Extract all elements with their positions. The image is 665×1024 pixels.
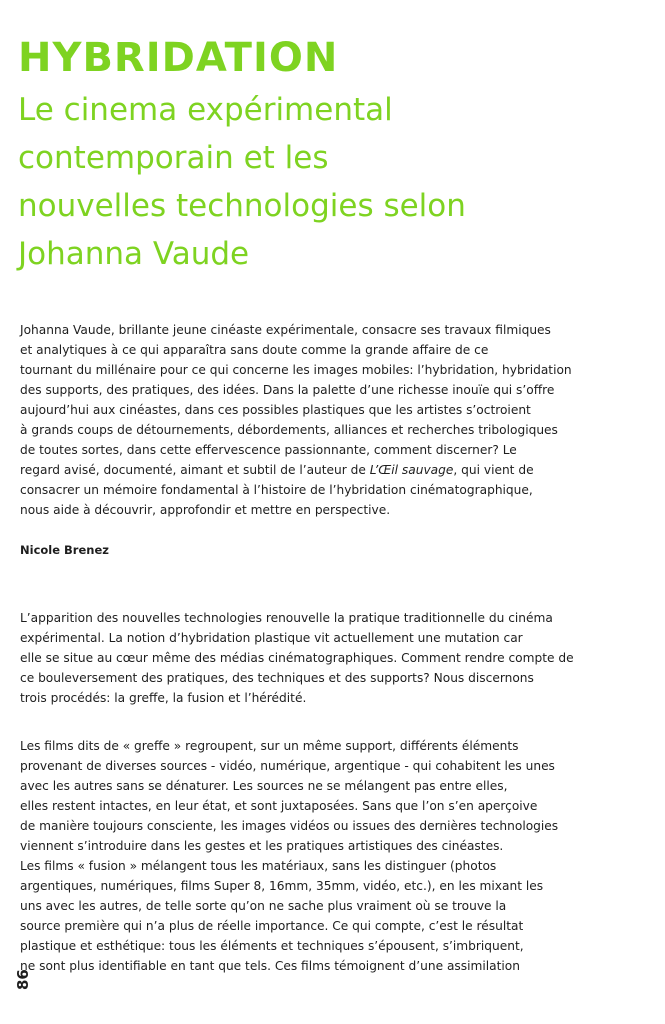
subtitle-line: nouvelles technologies selon bbox=[18, 188, 466, 224]
text-line: aujourd’hui aux cinéastes, dans ces possibles plastiques que les artistes s’octroient bbox=[20, 403, 531, 417]
text-line: des supports, des pratiques, des idées. Dans la palette d’une richesse inouïe qui s’offre bbox=[20, 383, 555, 397]
text-line: viennent s’introduire dans les gestes et les pratiques artistiques des cinéastes. bbox=[20, 839, 504, 853]
text-line bbox=[20, 460, 650, 480]
text-fragment: , qui vient de bbox=[453, 463, 534, 477]
text-line: avec les autres sans se dénaturer. Les sources ne se mélangent pas entre elles, bbox=[20, 779, 508, 793]
text-line: plastique et esthétique: tous les éléments et techniques s’épousent, s’imbriquent, bbox=[20, 939, 524, 953]
text-line: nous aide à découvrir, approfondir et mettre en perspective. bbox=[20, 503, 391, 517]
subtitle-line: contemporain et les bbox=[18, 140, 329, 176]
page-subtitle bbox=[18, 86, 466, 278]
author-name: Nicole Brenez bbox=[20, 543, 109, 557]
subtitle-line: Le cinema expérimental bbox=[18, 92, 393, 128]
text-line: elle se situe au cœur même des médias cinématographiques. Comment rendre compte de bbox=[20, 651, 574, 665]
text-line: de manière toujours consciente, les images vidéos ou issues des dernières technologies bbox=[20, 819, 559, 833]
text-line: et analytiques à ce qui apparaîtra sans doute comme la grande affaire de ce bbox=[20, 343, 489, 357]
page-title: HYBRIDATION bbox=[18, 35, 339, 81]
intro-paragraph bbox=[20, 320, 650, 520]
book-title: L’Œil sauvage bbox=[369, 463, 454, 477]
text-line: à grands coups de détournements, débordements, alliances et recherches tribologiques bbox=[20, 423, 558, 437]
page-number: 86 bbox=[14, 969, 32, 990]
text-line: trois procédés: la greffe, la fusion et l’hérédité. bbox=[20, 691, 307, 705]
text-line: source première qui n’a plus de réelle importance. Ce qui compte, c’est le résultat bbox=[20, 919, 524, 933]
text-line: provenant de diverses sources - vidéo, numérique, argentique - qui cohabitent les unes bbox=[20, 759, 555, 773]
text-line: argentiques, numériques, films Super 8, 16mm, 35mm, vidéo, etc.), en les mixant les bbox=[20, 879, 544, 893]
text-line: consacrer un mémoire fondamental à l’histoire de l’hybridation cinématographique, bbox=[20, 483, 533, 497]
text-line: uns avec les autres, de telle sorte qu’on ne sache plus vraiment où se trouve la bbox=[20, 899, 507, 913]
text-line: expérimental. La notion d’hybridation plastique vit actuellement une mutation car bbox=[20, 631, 523, 645]
text-line: de toutes sortes, dans cette effervescence passionnante, comment discerner? Le bbox=[20, 443, 517, 457]
text-line: ce bouleversement des pratiques, des techniques et des supports? Nous discernons bbox=[20, 671, 534, 685]
text-line: elles restent intactes, en leur état, et sont juxtaposées. Sans que l’on s’en aperçoive bbox=[20, 799, 538, 813]
body-paragraph-2 bbox=[20, 736, 650, 976]
body-paragraph-1 bbox=[20, 608, 650, 708]
text-line: tournant du millénaire pour ce qui concerne les images mobiles: l’hybridation, hybridation bbox=[20, 363, 572, 377]
text-line: Les films « fusion » mélangent tous les matériaux, sans les distinguer (photos bbox=[20, 859, 497, 873]
text-line: Johanna Vaude, brillante jeune cinéaste expérimentale, consacre ses travaux filmiques bbox=[20, 323, 551, 337]
text-line: ne sont plus identifiable en tant que tels. Ces films témoignent d’une assimilation bbox=[20, 959, 520, 973]
text-fragment: regard avisé, documenté, aimant et subtil de l’auteur de bbox=[20, 463, 370, 477]
subtitle-line: Johanna Vaude bbox=[18, 236, 250, 272]
text-line: Les films dits de « greffe » regroupent, sur un même support, différents éléments bbox=[20, 739, 519, 753]
text-line: L’apparition des nouvelles technologies renouvelle la pratique traditionnelle du cinéma bbox=[20, 611, 553, 625]
